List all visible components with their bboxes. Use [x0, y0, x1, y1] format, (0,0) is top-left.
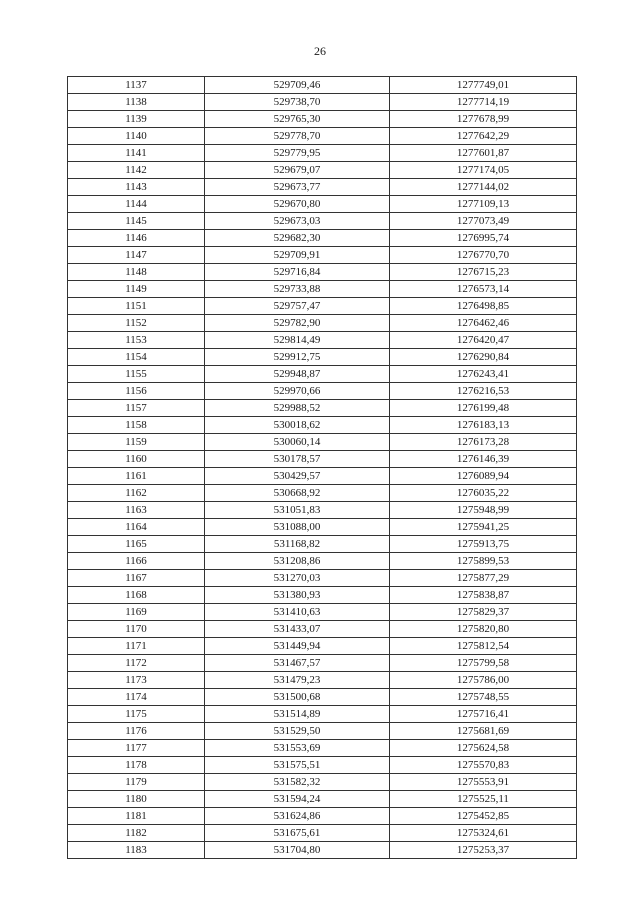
y-coordinate-cell: 1275253,37 — [390, 842, 577, 859]
point-number-cell: 1146 — [68, 230, 205, 247]
x-coordinate-cell: 529679,07 — [205, 162, 390, 179]
page-number: 26 — [314, 44, 326, 58]
table-row — [68, 808, 577, 825]
x-coordinate-cell: 529970,66 — [205, 383, 390, 400]
y-coordinate-cell: 1275899,53 — [390, 553, 577, 570]
x-coordinate-cell: 531270,03 — [205, 570, 390, 587]
point-number-cell: 1158 — [68, 417, 205, 434]
table-row — [68, 281, 577, 298]
table-row — [68, 145, 577, 162]
x-coordinate-cell: 531594,24 — [205, 791, 390, 808]
point-number-cell: 1182 — [68, 825, 205, 842]
x-coordinate-cell: 529709,91 — [205, 247, 390, 264]
y-coordinate-cell: 1276199,48 — [390, 400, 577, 417]
point-number-cell: 1164 — [68, 519, 205, 536]
point-number-cell: 1155 — [68, 366, 205, 383]
point-number-cell: 1160 — [68, 451, 205, 468]
y-coordinate-cell: 1277174,05 — [390, 162, 577, 179]
x-coordinate-cell: 529738,70 — [205, 94, 390, 111]
y-coordinate-cell: 1276146,39 — [390, 451, 577, 468]
y-coordinate-cell: 1276715,23 — [390, 264, 577, 281]
x-coordinate-cell: 531553,69 — [205, 740, 390, 757]
point-number-cell: 1161 — [68, 468, 205, 485]
x-coordinate-cell: 531479,23 — [205, 672, 390, 689]
table-row — [68, 434, 577, 451]
x-coordinate-cell: 529709,46 — [205, 77, 390, 94]
table-row — [68, 502, 577, 519]
x-coordinate-cell: 531168,82 — [205, 536, 390, 553]
table-row — [68, 298, 577, 315]
y-coordinate-cell: 1275838,87 — [390, 587, 577, 604]
table-row — [68, 400, 577, 417]
x-coordinate-cell: 529778,70 — [205, 128, 390, 145]
point-number-cell: 1174 — [68, 689, 205, 706]
y-coordinate-cell: 1275948,99 — [390, 502, 577, 519]
x-coordinate-cell: 529814,49 — [205, 332, 390, 349]
point-number-cell: 1149 — [68, 281, 205, 298]
x-coordinate-cell: 529757,47 — [205, 298, 390, 315]
point-number-cell: 1148 — [68, 264, 205, 281]
x-coordinate-cell: 531433,07 — [205, 621, 390, 638]
table-row — [68, 604, 577, 621]
x-coordinate-cell: 530668,92 — [205, 485, 390, 502]
y-coordinate-cell: 1277073,49 — [390, 213, 577, 230]
x-coordinate-cell: 530018,62 — [205, 417, 390, 434]
table-row — [68, 825, 577, 842]
point-number-cell: 1173 — [68, 672, 205, 689]
point-number-cell: 1152 — [68, 315, 205, 332]
x-coordinate-cell: 529912,75 — [205, 349, 390, 366]
y-coordinate-cell: 1275452,85 — [390, 808, 577, 825]
x-coordinate-cell: 531514,89 — [205, 706, 390, 723]
x-coordinate-cell: 529733,88 — [205, 281, 390, 298]
table-row — [68, 111, 577, 128]
x-coordinate-cell: 529670,80 — [205, 196, 390, 213]
y-coordinate-cell: 1276573,14 — [390, 281, 577, 298]
table-row — [68, 264, 577, 281]
table-row — [68, 740, 577, 757]
table-row — [68, 451, 577, 468]
x-coordinate-cell: 529673,03 — [205, 213, 390, 230]
y-coordinate-cell: 1275748,55 — [390, 689, 577, 706]
point-number-cell: 1138 — [68, 94, 205, 111]
point-number-cell: 1156 — [68, 383, 205, 400]
table-row — [68, 179, 577, 196]
x-coordinate-cell: 529716,84 — [205, 264, 390, 281]
y-coordinate-cell: 1276995,74 — [390, 230, 577, 247]
point-number-cell: 1166 — [68, 553, 205, 570]
table-row — [68, 655, 577, 672]
x-coordinate-cell: 529948,87 — [205, 366, 390, 383]
point-number-cell: 1180 — [68, 791, 205, 808]
point-number-cell: 1177 — [68, 740, 205, 757]
y-coordinate-cell: 1275681,69 — [390, 723, 577, 740]
x-coordinate-cell: 529988,52 — [205, 400, 390, 417]
y-coordinate-cell: 1276420,47 — [390, 332, 577, 349]
y-coordinate-cell: 1275570,83 — [390, 757, 577, 774]
y-coordinate-cell: 1275324,61 — [390, 825, 577, 842]
table-row — [68, 77, 577, 94]
table-row — [68, 791, 577, 808]
table-row — [68, 621, 577, 638]
x-coordinate-cell: 529765,30 — [205, 111, 390, 128]
table-row — [68, 162, 577, 179]
table-row — [68, 366, 577, 383]
x-coordinate-cell: 531575,51 — [205, 757, 390, 774]
x-coordinate-cell: 531500,68 — [205, 689, 390, 706]
point-number-cell: 1139 — [68, 111, 205, 128]
point-number-cell: 1181 — [68, 808, 205, 825]
point-number-cell: 1154 — [68, 349, 205, 366]
y-coordinate-cell: 1275913,75 — [390, 536, 577, 553]
x-coordinate-cell: 531529,50 — [205, 723, 390, 740]
table-row — [68, 842, 577, 859]
table-row — [68, 706, 577, 723]
point-number-cell: 1153 — [68, 332, 205, 349]
table-row — [68, 723, 577, 740]
point-number-cell: 1143 — [68, 179, 205, 196]
table-row — [68, 587, 577, 604]
y-coordinate-cell: 1276290,84 — [390, 349, 577, 366]
table-row — [68, 774, 577, 791]
table-row — [68, 128, 577, 145]
point-number-cell: 1169 — [68, 604, 205, 621]
point-number-cell: 1142 — [68, 162, 205, 179]
table-row — [68, 536, 577, 553]
table-row — [68, 383, 577, 400]
x-coordinate-cell: 530060,14 — [205, 434, 390, 451]
x-coordinate-cell: 530178,57 — [205, 451, 390, 468]
table-row — [68, 94, 577, 111]
y-coordinate-cell: 1276183,13 — [390, 417, 577, 434]
coordinates-table — [67, 76, 577, 859]
point-number-cell: 1140 — [68, 128, 205, 145]
point-number-cell: 1179 — [68, 774, 205, 791]
x-coordinate-cell: 531449,94 — [205, 638, 390, 655]
y-coordinate-cell: 1275624,58 — [390, 740, 577, 757]
y-coordinate-cell: 1275786,00 — [390, 672, 577, 689]
point-number-cell: 1172 — [68, 655, 205, 672]
x-coordinate-cell: 531467,57 — [205, 655, 390, 672]
table-row — [68, 485, 577, 502]
x-coordinate-cell: 531380,93 — [205, 587, 390, 604]
y-coordinate-cell: 1276173,28 — [390, 434, 577, 451]
y-coordinate-cell: 1276216,53 — [390, 383, 577, 400]
y-coordinate-cell: 1277749,01 — [390, 77, 577, 94]
point-number-cell: 1163 — [68, 502, 205, 519]
y-coordinate-cell: 1277714,19 — [390, 94, 577, 111]
y-coordinate-cell: 1276498,85 — [390, 298, 577, 315]
point-number-cell: 1157 — [68, 400, 205, 417]
y-coordinate-cell: 1275525,11 — [390, 791, 577, 808]
point-number-cell: 1137 — [68, 77, 205, 94]
y-coordinate-cell: 1276243,41 — [390, 366, 577, 383]
y-coordinate-cell: 1275799,58 — [390, 655, 577, 672]
y-coordinate-cell: 1277642,29 — [390, 128, 577, 145]
y-coordinate-cell: 1276035,22 — [390, 485, 577, 502]
table-row — [68, 519, 577, 536]
y-coordinate-cell: 1275829,37 — [390, 604, 577, 621]
point-number-cell: 1175 — [68, 706, 205, 723]
x-coordinate-cell: 531582,32 — [205, 774, 390, 791]
point-number-cell: 1141 — [68, 145, 205, 162]
table-row — [68, 196, 577, 213]
point-number-cell: 1159 — [68, 434, 205, 451]
table-row — [68, 213, 577, 230]
table-row — [68, 672, 577, 689]
x-coordinate-cell: 529779,95 — [205, 145, 390, 162]
point-number-cell: 1167 — [68, 570, 205, 587]
y-coordinate-cell: 1276770,70 — [390, 247, 577, 264]
point-number-cell: 1144 — [68, 196, 205, 213]
coordinates-table-body — [68, 77, 577, 859]
x-coordinate-cell: 531410,63 — [205, 604, 390, 621]
table-row — [68, 247, 577, 264]
x-coordinate-cell: 529673,77 — [205, 179, 390, 196]
x-coordinate-cell: 531208,86 — [205, 553, 390, 570]
y-coordinate-cell: 1277109,13 — [390, 196, 577, 213]
point-number-cell: 1151 — [68, 298, 205, 315]
y-coordinate-cell: 1277678,99 — [390, 111, 577, 128]
x-coordinate-cell: 531051,83 — [205, 502, 390, 519]
y-coordinate-cell: 1276462,46 — [390, 315, 577, 332]
point-number-cell: 1183 — [68, 842, 205, 859]
x-coordinate-cell: 531704,80 — [205, 842, 390, 859]
table-row — [68, 417, 577, 434]
y-coordinate-cell: 1277144,02 — [390, 179, 577, 196]
table-row — [68, 689, 577, 706]
point-number-cell: 1168 — [68, 587, 205, 604]
table-row — [68, 349, 577, 366]
point-number-cell: 1178 — [68, 757, 205, 774]
point-number-cell: 1162 — [68, 485, 205, 502]
point-number-cell: 1145 — [68, 213, 205, 230]
x-coordinate-cell: 529682,30 — [205, 230, 390, 247]
table-row — [68, 332, 577, 349]
table-row — [68, 553, 577, 570]
table-row — [68, 638, 577, 655]
table-row — [68, 315, 577, 332]
point-number-cell: 1165 — [68, 536, 205, 553]
point-number-cell: 1147 — [68, 247, 205, 264]
y-coordinate-cell: 1275877,29 — [390, 570, 577, 587]
y-coordinate-cell: 1277601,87 — [390, 145, 577, 162]
x-coordinate-cell: 531624,86 — [205, 808, 390, 825]
y-coordinate-cell: 1275812,54 — [390, 638, 577, 655]
point-number-cell: 1170 — [68, 621, 205, 638]
x-coordinate-cell: 531675,61 — [205, 825, 390, 842]
y-coordinate-cell: 1275716,41 — [390, 706, 577, 723]
y-coordinate-cell: 1275553,91 — [390, 774, 577, 791]
table-row — [68, 230, 577, 247]
point-number-cell: 1176 — [68, 723, 205, 740]
table-row — [68, 757, 577, 774]
y-coordinate-cell: 1275941,25 — [390, 519, 577, 536]
x-coordinate-cell: 531088,00 — [205, 519, 390, 536]
table-row — [68, 570, 577, 587]
point-number-cell: 1171 — [68, 638, 205, 655]
y-coordinate-cell: 1276089,94 — [390, 468, 577, 485]
table-row — [68, 468, 577, 485]
y-coordinate-cell: 1275820,80 — [390, 621, 577, 638]
x-coordinate-cell: 529782,90 — [205, 315, 390, 332]
x-coordinate-cell: 530429,57 — [205, 468, 390, 485]
